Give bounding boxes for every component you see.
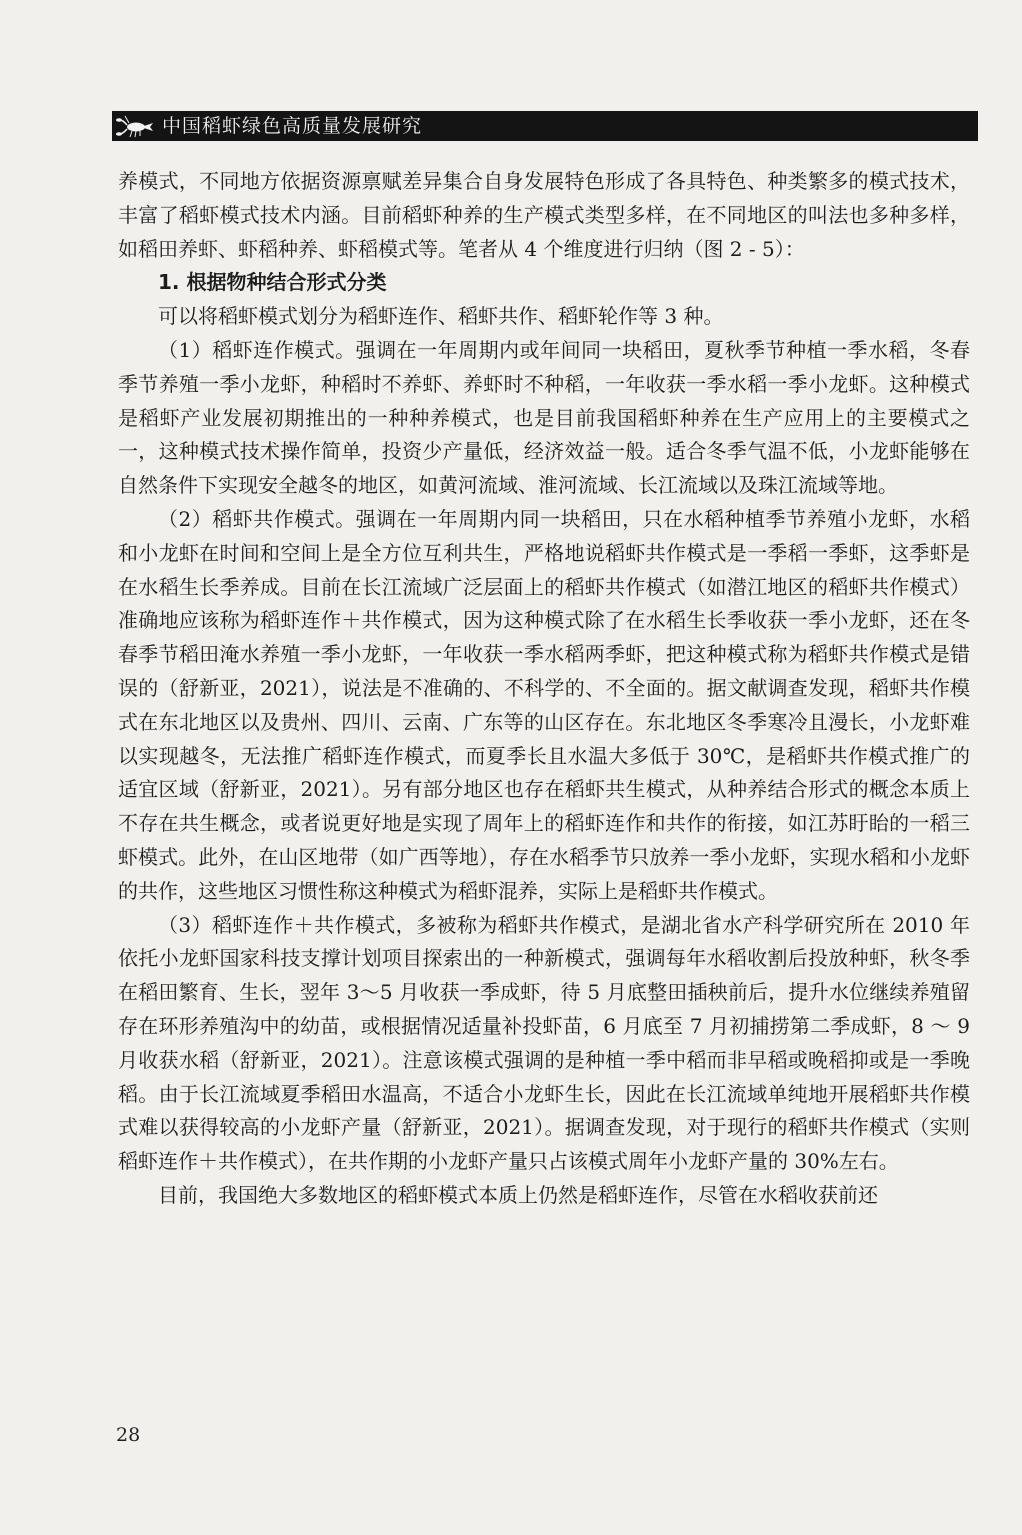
page-number: 28 — [116, 1424, 141, 1446]
paragraph: （2）稻虾共作模式。强调在一年周期内同一块稻田，只在水稻种植季节养殖小龙虾，水稻和小龙虾在时间和空间上是全方位互利共生，严格地说稻虾共作模式是一季稻一季虾，这季虾是在水稻生长季养成。目前在长江流域广泛层面上的稻虾共作模式（如潜江地区的稻虾共作模式）准确地应该称为稻虾连作＋共作模式，因为这种模式除了在水稻生长季收获一季小龙虾，还在冬春季节稻田淹水养殖一季小龙虾，一年收获一季水稻两季虾，把这种模式称为稻虾共作模式是错误的（舒新亚，2021），说法是不准确的、不科学的、不全面的。据文献调查发现，稻虾共作模式在东北地区以及贵州、四川、云南、广东等的山区存在。东北地区冬季寒冷且漫长，小龙虾难以实现越冬，无法推广稻虾连作模式，而夏季长且水温大多低于 30℃，是稻虾共作模式推广的适宜区域（舒新亚，2021）。另有部分地区也存在稻虾共生模式，从种养结合形式的概念本质上不存在共生概念，或者说更好地是实现了周年上的稻虾连作和共作的衔接，如江苏盱眙的一稻三虾模式。此外，在山区地带（如广西等地），存在水稻季节只放养一季小龙虾，实现水稻和小龙虾的共作，这些地区习惯性称这种模式为稻虾混养，实际上是稻虾共作模式。 — [118, 506, 970, 903]
section-heading: 1. 根据物种结合形式分类 — [158, 270, 387, 295]
crayfish-icon — [116, 114, 156, 138]
paragraph: （1）稻虾连作模式。强调在一年周期内或年间同一块稻田，夏秋季节种植一季水稻，冬春季节养殖一季小龙虾，种稻时不养虾、养虾时不种稻，一年收获一季水稻一季小龙虾。这种模式是稻虾产业发展初期推出的一种种养模式，也是目前我国稻虾种养在生产应用上的主要模式之一，这种模式技术操作简单，投资少产量低，经济效益一般。适合冬季气温不低，小龙虾能够在自然条件下实现安全越冬的地区，如黄河流域、淮河流域、长江流域以及珠江流域等地。 — [118, 337, 970, 498]
paragraph: （3）稻虾连作＋共作模式，多被称为稻虾共作模式，是湖北省水产科学研究所在 2010 年依托小龙虾国家科技支撑计划项目探索出的一种新模式，强调每年水稻收割后投放种虾，秋冬季在稻田繁育、生长，翌年 3～5 月收获一季成虾，待 5 月底整田插秧前后，提升水位继续养殖留存在环形养殖沟中的幼苗，或根据情况适量补投虾苗，6 月底至 7 月初捕捞第二季成虾，8 ～ 9 月收获水稻（舒新亚，2021）。注意该模式强调的是种植一季中稻而非早稻或晚稻抑或是一季晚稻。由于长江流域夏季稻田水温高，不适合小龙虾生长，因此在长江流域单纯地开展稻虾共作模式难以获得较高的小龙虾产量（舒新亚，2021）。据调查发现，对于现行的稻虾共作模式（实则稻虾连作＋共作模式），在共作期的小龙虾产量只占该模式周年小龙虾产量的 30%左右。 — [118, 912, 970, 1174]
header-title: 中国稻虾绿色高质量发展研究 — [162, 115, 423, 137]
paragraph: 可以将稻虾模式划分为稻虾连作、稻虾共作、稻虾轮作等 3 种。 — [158, 304, 724, 329]
body-text — [118, 165, 970, 1213]
paragraph-continued: 养模式，不同地方依据资源禀赋差异集合自身发展特色形成了各具特色、种类繁多的模式技术，丰富了稻虾模式技术内涵。目前稻虾种养的生产模式类型多样，在不同地区的叫法也多种多样，如稻田养虾、虾稻种养、虾稻模式等。笔者从 4 个维度进行归纳（图 2 - 5）： — [118, 169, 970, 261]
paragraph: 目前，我国绝大多数地区的稻虾模式本质上仍然是稻虾连作，尽管在水稻收获前还 — [158, 1182, 878, 1207]
running-header — [112, 111, 978, 141]
